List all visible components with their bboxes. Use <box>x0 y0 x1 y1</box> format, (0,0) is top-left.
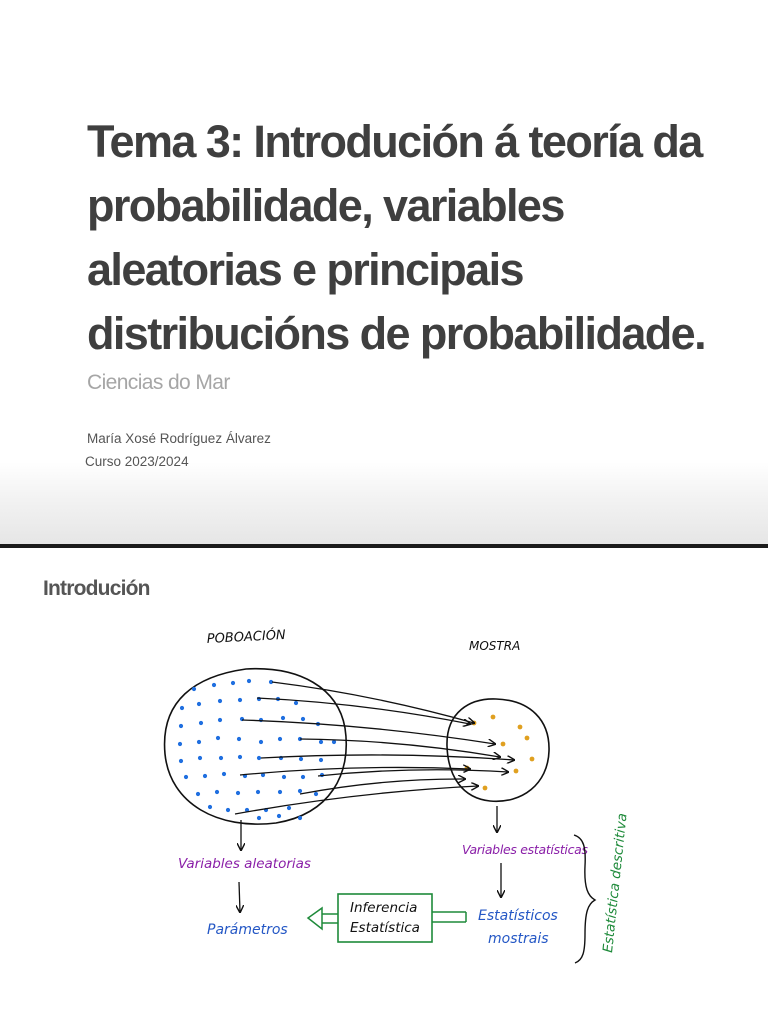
population-dot <box>281 716 285 720</box>
population-dot <box>218 699 222 703</box>
sample-statistics-line2: mostrais <box>488 931 549 947</box>
sample-dot <box>491 715 496 720</box>
sample-dot <box>525 736 530 741</box>
population-dot <box>298 789 302 793</box>
sampling-arrow <box>240 767 470 775</box>
slide-title: Tema 3: Introdución á teoría da probabilidade, variables aleatorias e principais distribucións de probabilidade. <box>87 116 705 359</box>
parameters-label: Parámetros <box>207 922 288 938</box>
population-dot <box>180 706 184 710</box>
sampling-arrow <box>300 739 500 757</box>
population-dot <box>222 772 226 776</box>
statistical-variables-label: Variables estatísticas <box>462 842 588 857</box>
sample-label: MOSTRA <box>469 639 521 653</box>
sampling-arrow <box>300 779 465 794</box>
population-dot <box>208 805 212 809</box>
population-dot <box>179 724 183 728</box>
population-sample-diagram <box>0 548 768 1024</box>
sample-dot <box>530 757 535 762</box>
population-dot <box>247 679 251 683</box>
population-dot <box>216 736 220 740</box>
population-dot <box>282 775 286 779</box>
population-dot <box>294 701 298 705</box>
population-dot <box>319 758 323 762</box>
population-dot <box>238 698 242 702</box>
population-dot <box>319 740 323 744</box>
population-dot <box>259 740 263 744</box>
population-dot <box>231 681 235 685</box>
population-dot <box>257 816 261 820</box>
population-dot <box>238 755 242 759</box>
population-dot <box>184 775 188 779</box>
sample-statistics-line1: Estatísticos <box>478 908 558 924</box>
population-dot <box>277 814 281 818</box>
inference-line1: Inferencia <box>350 900 418 916</box>
course-year: Curso 2023/2024 <box>85 454 189 469</box>
sample-circle <box>447 699 549 801</box>
population-dot <box>212 683 216 687</box>
sampling-arrows <box>235 682 514 814</box>
population-dot <box>218 718 222 722</box>
sampling-arrow <box>235 786 478 814</box>
random-vars-down-arrow <box>239 882 240 912</box>
introduction-slide <box>0 548 768 1024</box>
population-dot <box>215 790 219 794</box>
population-dot <box>278 737 282 741</box>
sampling-arrow <box>272 682 474 723</box>
population-dot <box>332 740 336 744</box>
sampling-arrow <box>257 698 470 724</box>
population-dot <box>192 687 196 691</box>
population-dot <box>287 806 291 810</box>
population-dot <box>299 757 303 761</box>
slide-subtitle: Ciencias do Mar <box>87 371 230 394</box>
author-name: María Xosé Rodríguez Álvarez <box>87 431 271 446</box>
sampling-arrow <box>318 770 508 776</box>
section-title: Introdución <box>43 577 150 600</box>
population-dot <box>226 808 230 812</box>
population-dot <box>198 756 202 760</box>
population-dot <box>236 791 240 795</box>
population-dots <box>178 679 336 820</box>
sample-dot <box>501 742 506 747</box>
inference-left-arrow <box>308 908 338 929</box>
population-dot <box>298 816 302 820</box>
descriptive-statistics-label: Estatística descritiva <box>600 812 631 954</box>
population-dot <box>301 717 305 721</box>
population-dot <box>278 790 282 794</box>
population-dot <box>301 775 305 779</box>
population-dot <box>257 756 261 760</box>
random-variables-label: Variables aleatorias <box>178 856 311 872</box>
sample-dot <box>518 725 523 730</box>
inference-line2: Estatística <box>350 920 420 936</box>
population-dot <box>179 759 183 763</box>
population-dot <box>199 721 203 725</box>
population-dot <box>256 790 260 794</box>
population-dot <box>196 792 200 796</box>
population-label: POBOACIÓN <box>206 627 287 647</box>
population-dot <box>203 774 207 778</box>
sample-dot <box>514 769 519 774</box>
population-dot <box>197 702 201 706</box>
inference-right-arrow <box>432 912 466 922</box>
population-dot <box>314 792 318 796</box>
population-dot <box>219 756 223 760</box>
population-dot <box>178 742 182 746</box>
sample-dot <box>483 786 488 791</box>
population-dot <box>197 740 201 744</box>
population-dot <box>237 737 241 741</box>
